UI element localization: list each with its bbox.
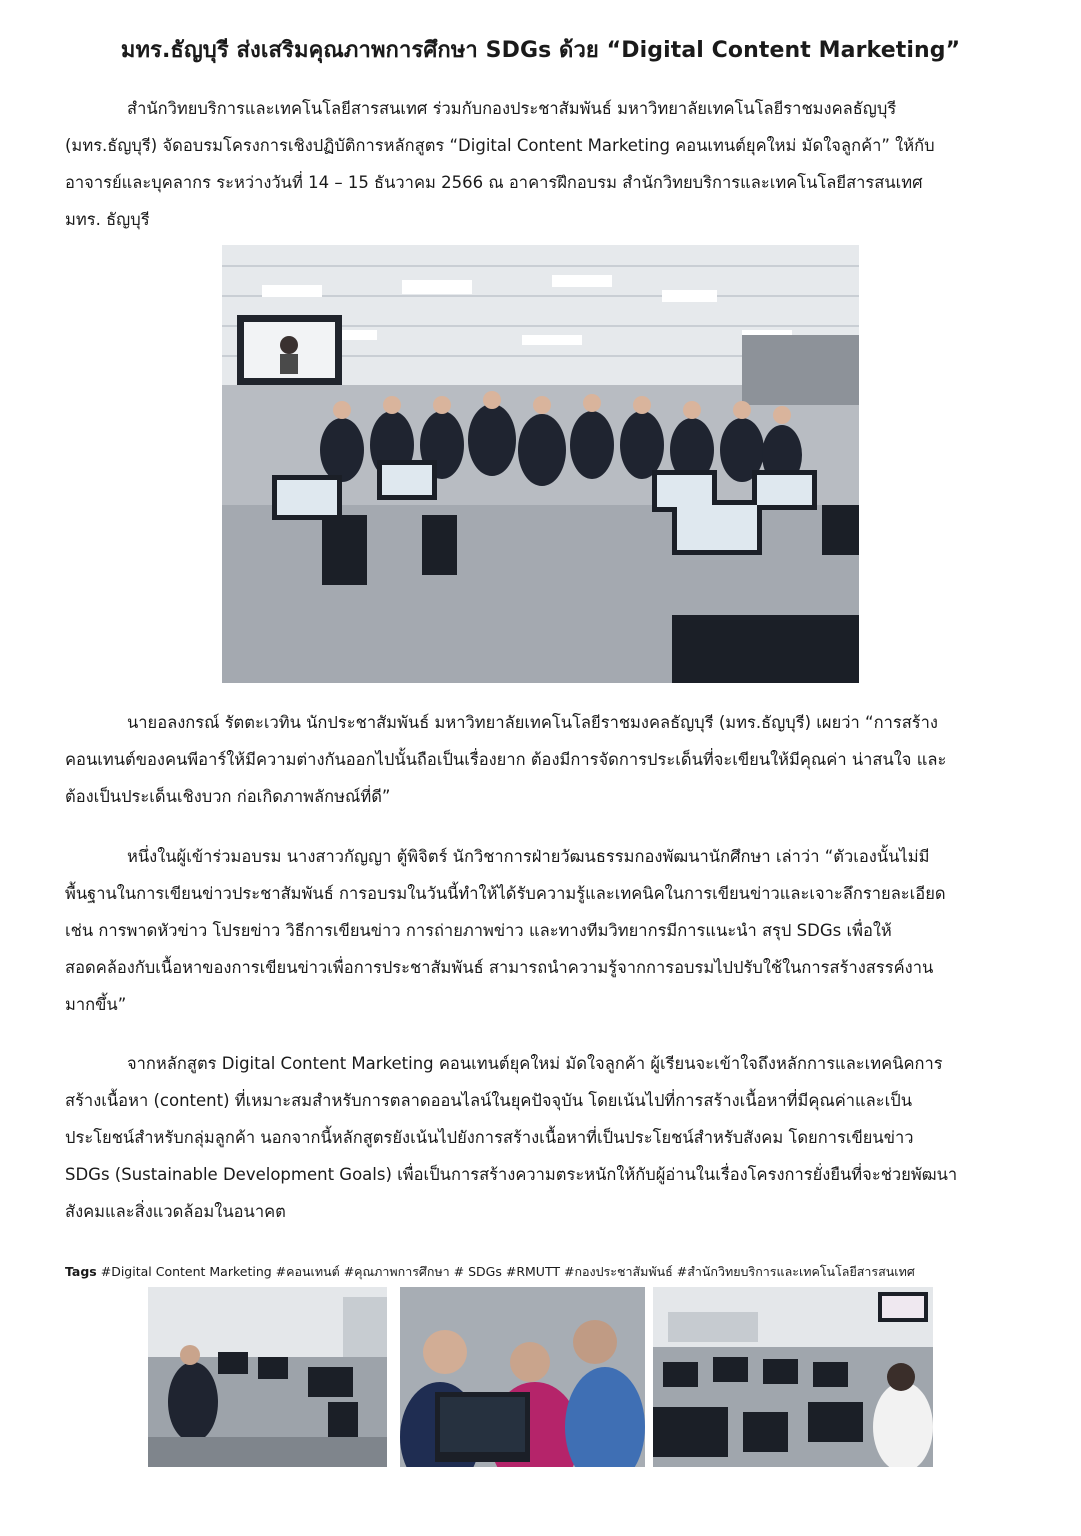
paragraph-line: สร้างเนื้อหา (content) ที่เหมาะสมสำหรับการตลาดออนไลน์ในยุคปัจจุบัน โดยเน้นไปที่การสร้างเนื้อหาที่มีคุณค่าและเป็น [65, 1091, 913, 1110]
tags-list: #Digital Content Marketing #คอนเทนต์ #คุณภาพการศึกษา # SDGs #RMUTT #กองประชาสัมพันธ์ #สำนักวิทยบริการและเทคโนโลยีสารสนเทศ [96, 1264, 915, 1279]
paragraph-quote-spokesperson [65, 704, 1015, 815]
paragraph-line: สังคมและสิ่งแวดล้อมในอนาคต [65, 1202, 286, 1221]
paragraph-line: ประโยชน์สำหรับกลุ่มลูกค้า นอกจากนี้หลักสูตรยังเน้นไปยังการสร้างเนื้อหาที่เป็นประโยชน์สำหรับสังคม โดยการเขียนข่าว [65, 1128, 914, 1147]
classroom-photo-3 [653, 1287, 933, 1467]
paragraph-course-summary [65, 1045, 1015, 1230]
paragraph-line: สอดคล้องกับเนื้อหาของการเขียนข่าวเพื่อการประชาสัมพันธ์ สามารถนำความรู้จากการอบรมไปปรับใช้ในการสร้างสรรค์งาน [65, 958, 934, 977]
paragraph-line: สำนักวิทยบริการและเทคโนโลยีสารสนเทศ ร่วมกับกองประชาสัมพันธ์ มหาวิทยาลัยเทคโนโลยีราชมงคลธัญบุรี [127, 99, 897, 118]
classroom-photo-1 [148, 1287, 387, 1467]
tags-line [65, 1262, 1015, 1282]
classroom-photo-2 [400, 1287, 645, 1467]
paragraph-line: อาจารย์และบุคลากร ระหว่างวันที่ 14 – 15 ธันวาคม 2566 ณ อาคารฝึกอบรม สำนักวิทยบริการและเทคโนโลยีสารสนเทศ [65, 173, 923, 192]
paragraph-intro [65, 90, 1015, 238]
paragraph-line: นายอลงกรณ์ รัตตะเวทิน นักประชาสัมพันธ์ มหาวิทยาลัยเทคโนโลยีราชมงคลธัญบุรี (มทร.ธัญบุรี) เผยว่า “การสร้าง [127, 713, 938, 732]
tags-label: Tags [65, 1264, 97, 1279]
page-title: มทร.ธัญบุรี ส่งเสริมคุณภาพการศึกษา SDGs ด้วย “Digital Content Marketing” [120, 38, 961, 63]
paragraph-line: มทร. ธัญบุรี [65, 210, 150, 229]
paragraph-line: ต้องเป็นประเด็นเชิงบวก ก่อเกิดภาพลักษณ์ที่ดี” [65, 787, 391, 806]
paragraph-line: เช่น การพาดหัวข่าว โปรยข่าว วิธีการเขียนข่าว การถ่ายภาพข่าว และทางทีมวิทยากรมีการแนะนำ สรุป SDGs เพื่อให้ [65, 921, 892, 940]
paragraph-line: หนึ่งในผู้เข้าร่วมอบรม นางสาวกัญญา ตู้พิจิตร์ นักวิชาการฝ่ายวัฒนธรรมกองพัฒนานักศึกษา เล่าว่า “ตัวเองนั้นไม่มี [127, 847, 930, 866]
group-photo [222, 245, 859, 683]
paragraph-line: SDGs (Sustainable Development Goals) เพื่อเป็นการสร้างความตระหนักให้กับผู้อ่านในเรื่องโครงการยั่งยืนที่จะช่วยพัฒนา [65, 1165, 958, 1184]
paragraph-line: จากหลักสูตร Digital Content Marketing คอนเทนต์ยุคใหม่ มัดใจลูกค้า ผู้เรียนจะเข้าใจถึงหลักการและเทคนิคการ [127, 1054, 943, 1073]
paragraph-line: (มทร.ธัญบุรี) จัดอบรมโครงการเชิงปฏิบัติการหลักสูตร “Digital Content Marketing คอนเทนต์ยุคใหม่ มัดใจลูกค้า” ให้กับ [65, 136, 935, 155]
paragraph-quote-participant [65, 838, 1015, 1023]
paragraph-line: คอนเทนต์ของคนพีอาร์ให้มีความต่างกันออกไปนั้นถือเป็นเรื่องยาก ต้องมีการจัดการประเด็นที่จะเขียนให้มีคุณค่า น่าสนใจ และ [65, 750, 947, 769]
paragraph-line: มากขึ้น” [65, 995, 127, 1014]
paragraph-line: พื้นฐานในการเขียนข่าวประชาสัมพันธ์ การอบรมในวันนี้ทำให้ได้รับความรู้และเทคนิคในการเขียนข่าวและเจาะลึกรายละเอียด [65, 884, 946, 903]
